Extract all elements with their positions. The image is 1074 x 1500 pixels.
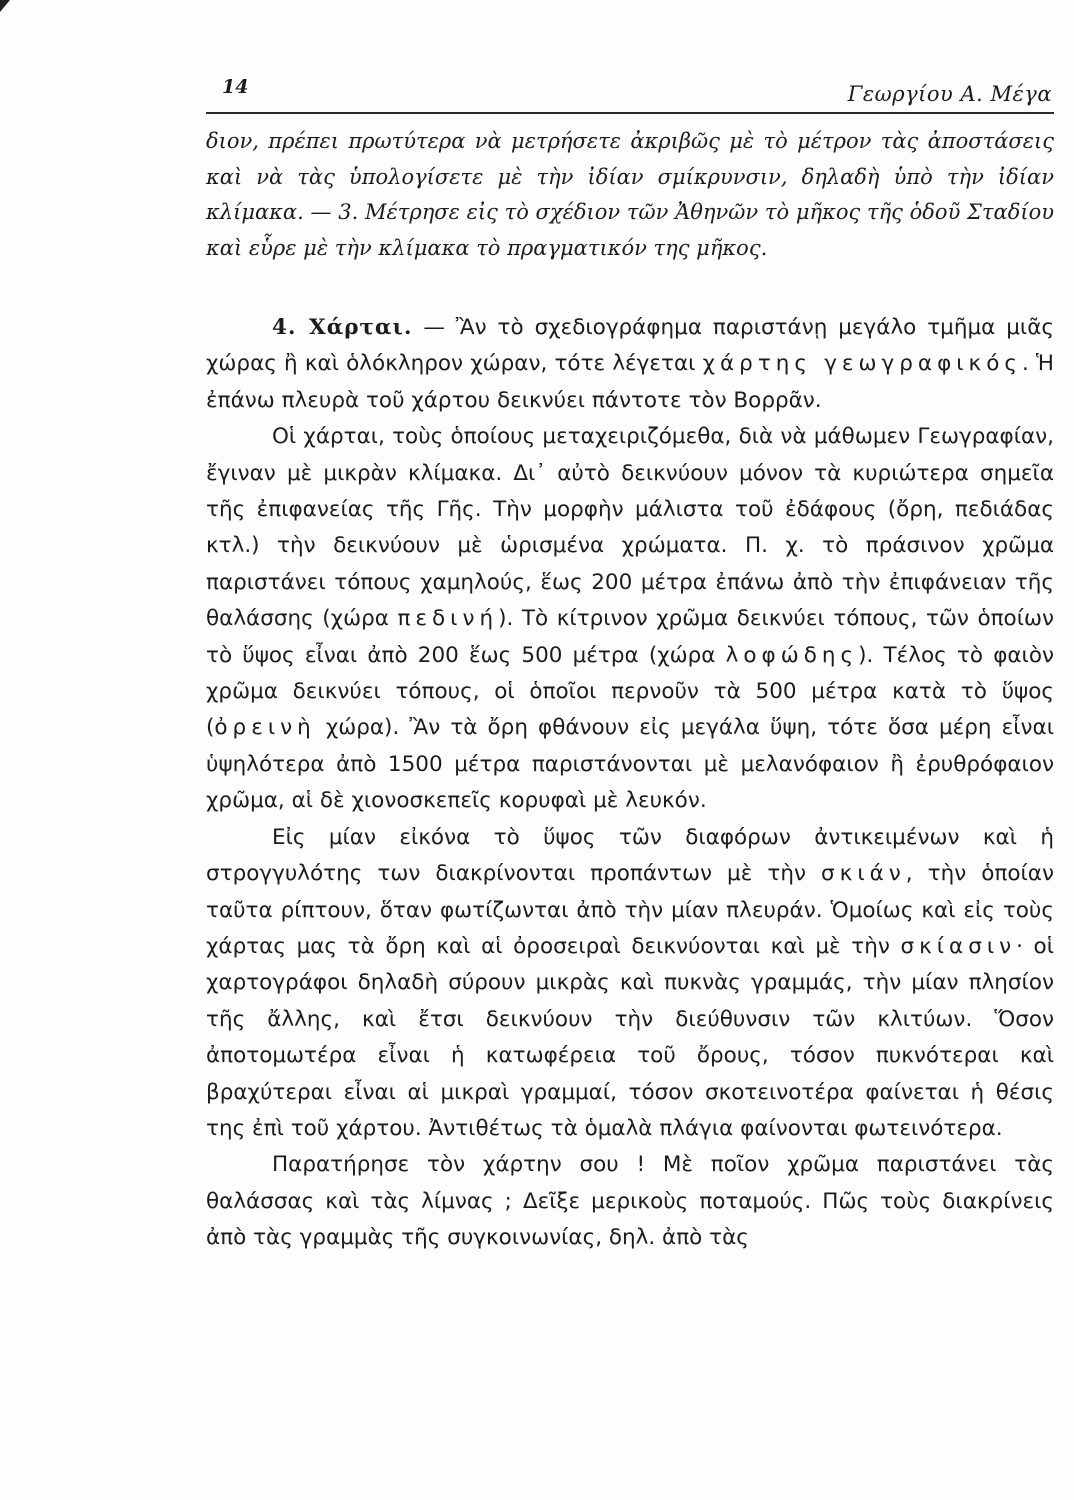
page-number: 14 — [222, 76, 249, 98]
corner-mark — [0, 0, 10, 12]
page-header — [206, 72, 1054, 114]
section-4-paragraph-2 — [206, 419, 1054, 819]
spaced-term: πεδινή — [397, 606, 499, 632]
section-4-paragraph-3 — [206, 820, 1054, 1148]
spaced-term: λοφώδης — [725, 642, 859, 668]
text-run: . Ἡ ἐπάνω πλευρὰ τοῦ χάρτου δεικνύει πάντοτε τὸν Βορρᾶν. — [206, 351, 1054, 413]
text-run: , τὴν ὁποίαν ταῦτα ρίπτουν, ὅταν φωτίζωνται ἀπὸ τὴν μίαν πλευράν. Ὁμοίως καὶ εἰς τοὺς χάρτας μας τὰ ὄρη καὶ αἱ ὀροσειραὶ δεικνύονται καὶ μὲ τὴν — [206, 861, 1054, 959]
intro-paragraph: διον, πρέπει πρωτύτερα νὰ μετρήσετε ἀκριβῶς μὲ τὸ μέτρον τὰς ἀποστάσεις καὶ νὰ τὰς ὑπολογίσετε μὲ τὴν ἰδίαν σμίκρυνσιν, δηλαδὴ ὑπὸ τὴν ἰδίαν κλίμακα. — 3. Μέτρησε εἰς τὸ σχέδιον τῶν Ἀθηνῶν τὸ μῆκος τῆς ὁδοῦ Σταδίου καὶ εὗρε μὲ τὴν κλίμακα τὸ πραγματικόν της μῆκος. — [206, 129, 1054, 260]
section-heading: 4. Χάρται. — [272, 315, 413, 340]
spaced-term: σκίασιν — [900, 933, 1017, 959]
spaced-term: σκιάν — [821, 861, 906, 887]
text-run: — Ἂν τὸ σχεδιογράφημα παριστάνῃ μεγάλο τμῆμα μιᾶς χώρας ἢ καὶ ὁλόκληρον χώραν, τότε λέγεται — [206, 315, 1054, 377]
text-run: ). Τὸ κίτρινον χρῶμα δεικνύει τόπους, τῶν ὁποίων τὸ ὕψος εἶναι ἀπὸ 200 ἕως 500 μέτρα (χώρα — [206, 606, 1054, 668]
running-head: Γεωργίου Α. Μέγα — [847, 82, 1052, 106]
text-run: Εἰς μίαν εἰκόνα τὸ ὕψος τῶν διαφόρων ἀντικειμένων καὶ ἡ στρογγυλότης των διακρίνονται προπάντων μὲ τὴν — [206, 824, 1054, 887]
text-run: χώρα). Ἂν τὰ ὄρη φθάνουν εἰς μεγάλα ὕψη, τότε ὅσα μέρη εἶναι ὑψηλότερα ἀπὸ 1500 μέτρα παριστάνονται μὲ μελανόφαιον ἢ ἐρυθρόφαιον χρῶμα, αἱ δὲ χιονοσκεπεῖς κορυφαὶ μὲ λευκόν. — [206, 715, 1054, 814]
text-run: Οἱ χάρται, τοὺς ὁποίους μεταχειριζόμεθα, διὰ νὰ μάθωμεν Γεωγραφίαν, ἔγιναν μὲ μικρὰν κλίμακα. Δι᾽ αὐτὸ δεικνύουν μόνον τὰ κυριώτερα σημεῖα τῆς ἐπιφανείας τῆς Γῆς. Τὴν μορφὴν μάλιστα τοῦ ἐδάφους (ὄρη, πεδιάδας κτλ.) τὴν δεικνύουν μὲ ὡρισμένα χρώματα. Π. χ. τὸ πράσινον χρῶμα παριστάνει τόπους χαμηλούς, ἕως 200 μέτρα ἐπάνω ἀπὸ τὴν ἐπιφάνειαν τῆς θαλάσσης (χώρα — [206, 424, 1054, 632]
text-run: · οἱ χαρτογράφοι δηλαδὴ σύρουν μικρὰς καὶ πυκνὰς γραμμάς, τὴν μίαν πλησίον τῆς ἄλλης, καὶ ἔτσι δεικνύουν τὴν διεύθυνσιν τῶν κλιτύων. Ὅσον ἀποτομωτέρα εἶναι ἡ κατωφέρεια τοῦ ὄρους, τόσον πυκνότεραι καὶ βραχύτεραι εἶναι αἱ μικραὶ γραμμαί, τόσον σκοτεινοτέρα φαίνεται ἡ θέσις της ἐπὶ τοῦ χάρτου. Ἀντιθέτως τὰ ὁμαλὰ πλάγια φαίνονται φωτεινότερα. — [206, 933, 1054, 1141]
section-4-paragraph-1 — [206, 310, 1054, 419]
spaced-term: χάρτης γεωγραφικός — [702, 351, 1022, 377]
page-content — [206, 124, 1054, 1257]
spaced-term: ὀρεινὴ — [214, 715, 316, 741]
text-run: ). Τέλος τὸ φαιὸν χρῶμα δεικνύει τόπους, οἱ ὁποῖοι περνοῦν τὰ 500 μέτρα κατὰ τὸ ὕψος ( — [206, 642, 1054, 741]
section-4-paragraph-4: Παρατήρησε τὸν χάρτην σου ! Μὲ ποῖον χρῶμα παριστάνει τὰς θαλάσσας καὶ τὰς λίμνας ; Δεῖξε μερικοὺς ποταμούς. Πῶς τοὺς διακρίνεις ἀπὸ τὰς γραμμὰς τῆς συγκοινωνίας, δηλ. ἀπὸ τὰς — [206, 1152, 1054, 1251]
